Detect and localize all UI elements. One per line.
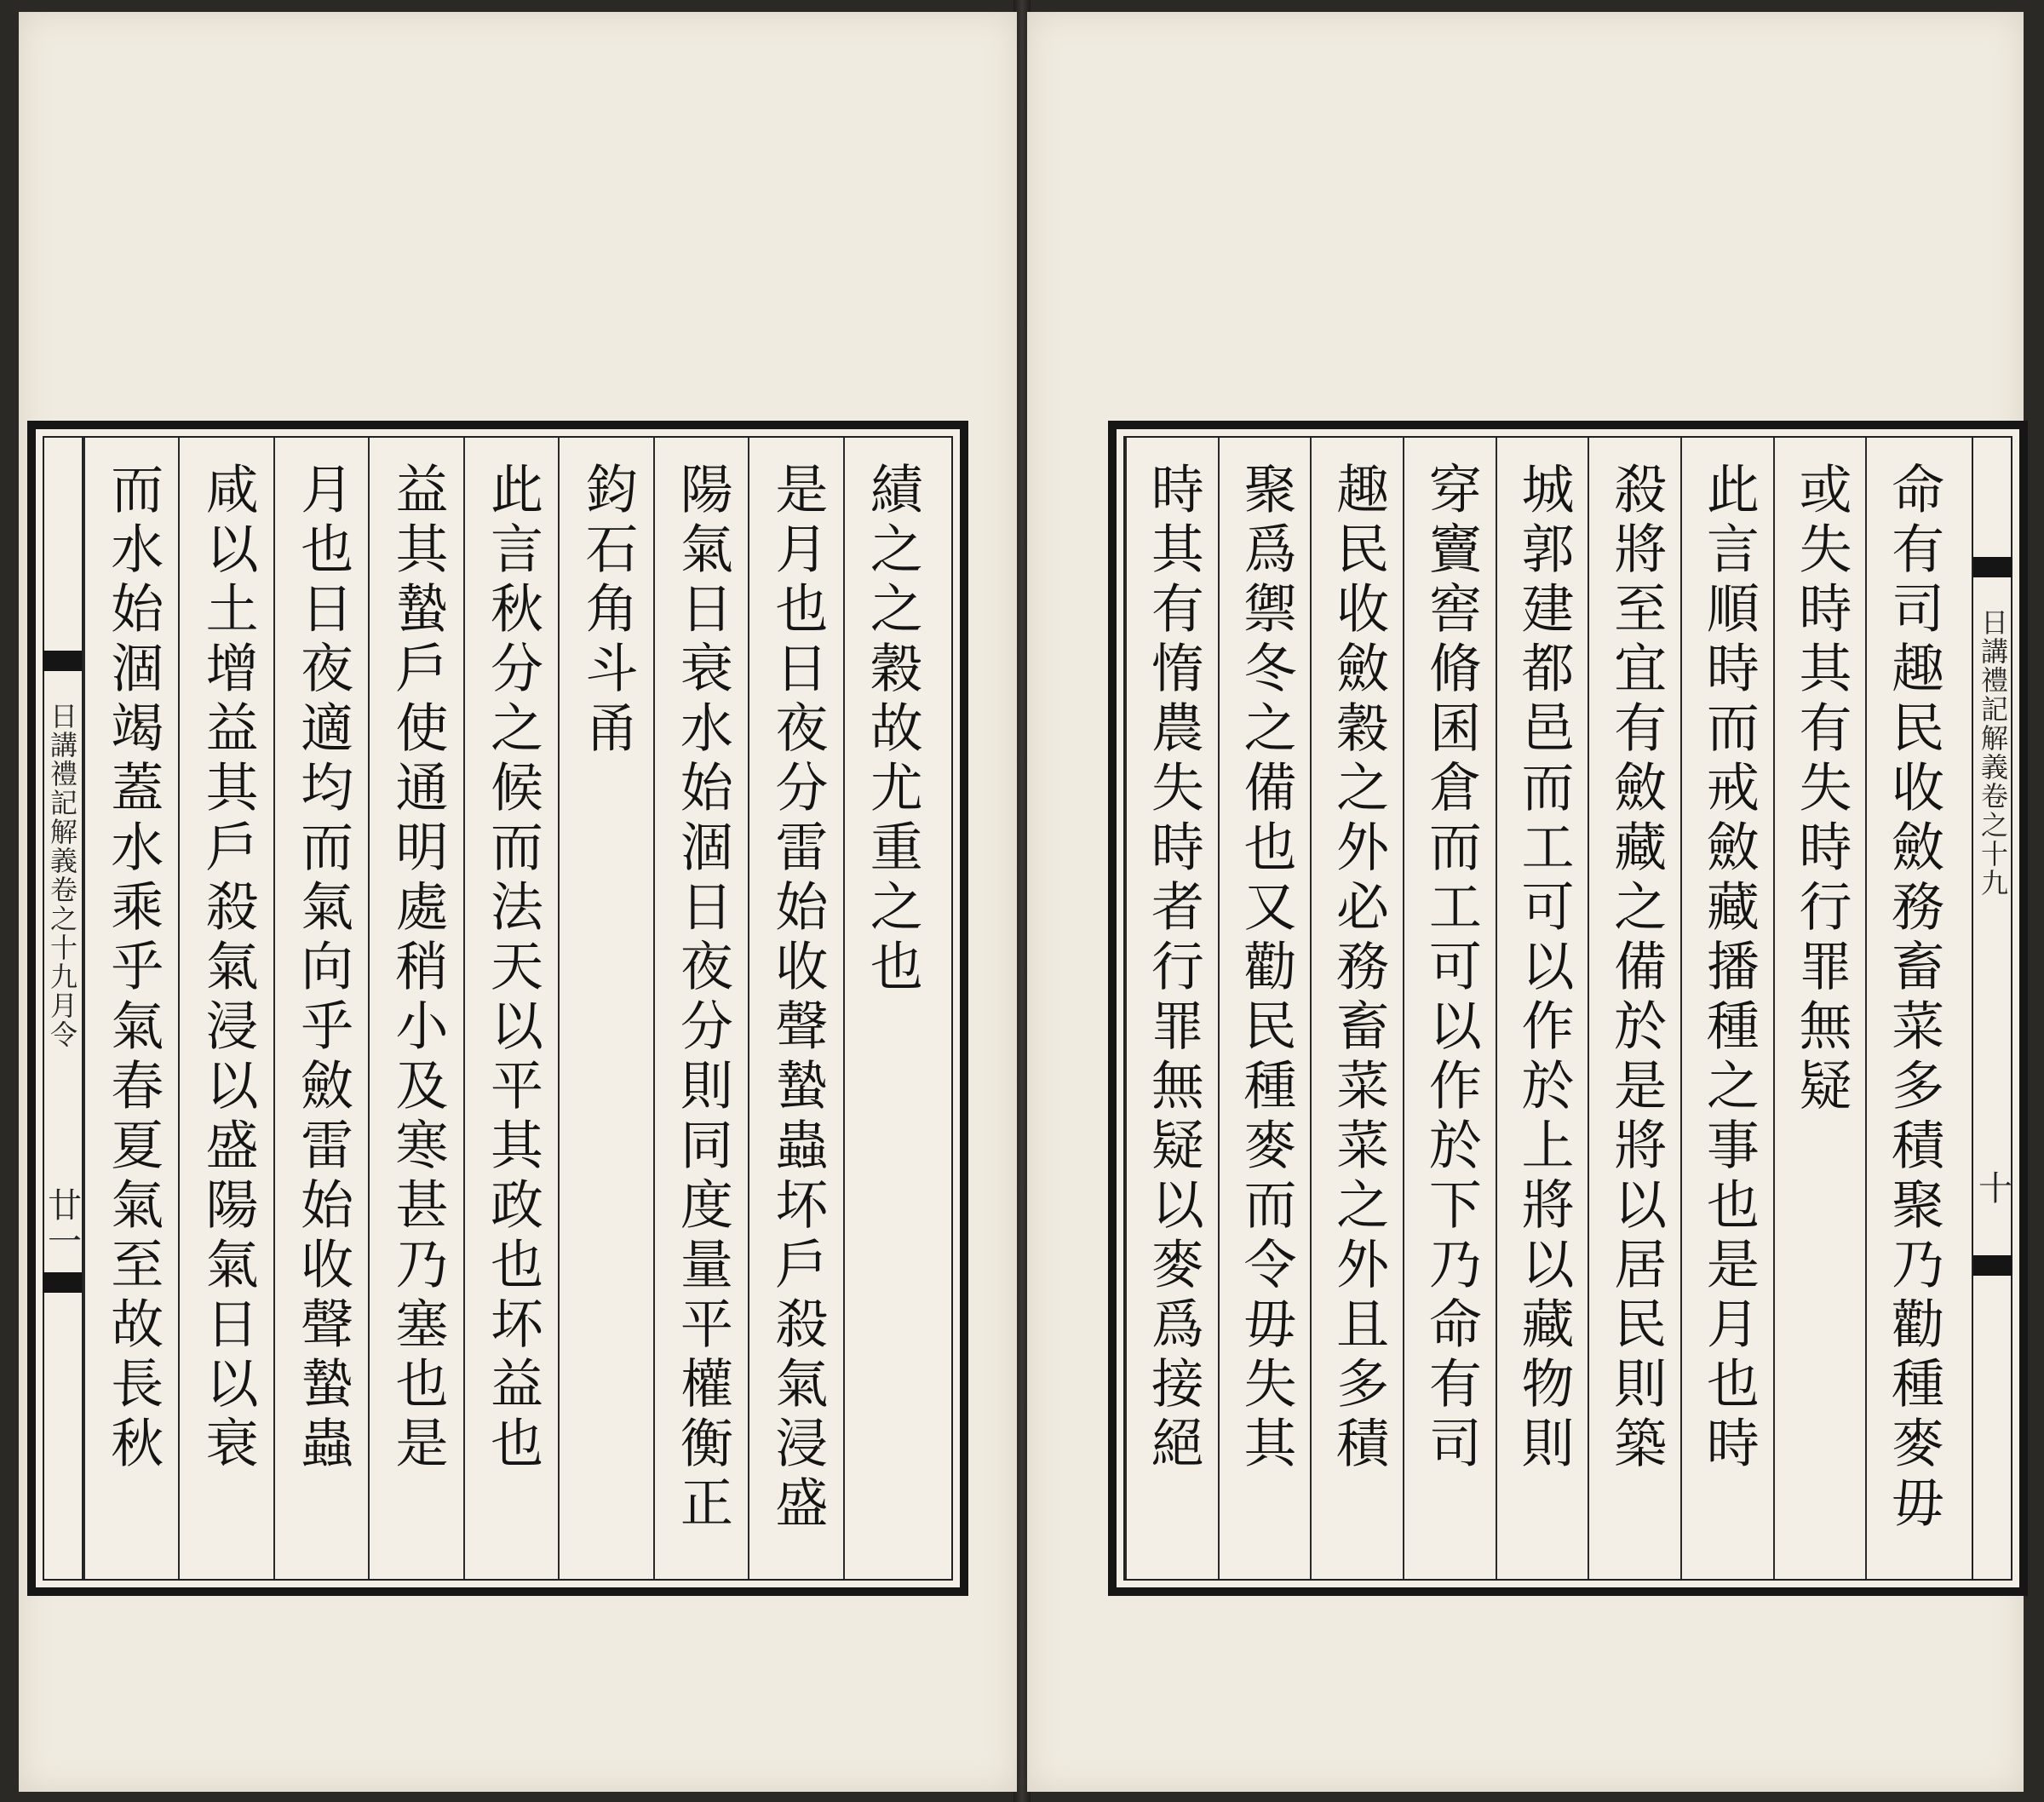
right-text-column bbox=[1310, 438, 1404, 1579]
left-text-column bbox=[463, 438, 560, 1579]
right-fish-tail-bottom bbox=[1973, 1255, 2012, 1276]
left-text-column bbox=[273, 438, 370, 1579]
left-text-column bbox=[368, 438, 464, 1579]
right-margin-title: 日講禮記解義卷之十九 bbox=[1977, 608, 2009, 898]
right-column-text: 或失時其有失時行罪無疑 bbox=[1789, 462, 1852, 1117]
right-column-text: 城郭建都邑而工可以作於上將以藏物則 bbox=[1512, 462, 1575, 1475]
left-column-text: 咸以土增益其戶殺氣浸以盛陽氣日以衰 bbox=[197, 462, 260, 1475]
left-column-text: 陽氣日衰水始涸日夜分則同度量平權衡正 bbox=[671, 462, 734, 1535]
right-column-text: 時其有惰農失時者行罪無疑以麥爲接絕 bbox=[1142, 462, 1205, 1475]
left-fish-tail-top bbox=[43, 651, 82, 671]
right-folio-number: 十 bbox=[1972, 1170, 2012, 1206]
right-text-column bbox=[1496, 438, 1590, 1579]
left-column-text: 益其蟄戶使通明處稍小及寒甚乃塞也是 bbox=[387, 462, 450, 1475]
left-text-column bbox=[178, 438, 274, 1579]
right-text-column bbox=[1125, 438, 1220, 1579]
left-margin-title: 日講禮記解義卷之十九月令 bbox=[46, 702, 78, 1049]
left-text-column bbox=[83, 438, 180, 1579]
left-column-text: 此言秋分之候而法天以平其政也坏益也 bbox=[481, 462, 544, 1475]
left-inner-border bbox=[43, 436, 953, 1581]
right-inner-border bbox=[1123, 436, 2012, 1581]
left-text-column bbox=[653, 438, 749, 1579]
left-margin-strip bbox=[43, 438, 83, 1579]
left-page bbox=[19, 12, 1017, 1792]
right-page bbox=[1027, 12, 2024, 1792]
right-text-column bbox=[1773, 438, 1868, 1579]
right-column-text: 聚爲禦冬之備也又勸民種麥而令毋失其 bbox=[1234, 462, 1297, 1475]
right-text-frame bbox=[1108, 421, 2028, 1596]
right-column-text: 此言順時而戒斂藏播種之事也是月也時 bbox=[1697, 462, 1760, 1475]
right-text-column bbox=[1403, 438, 1497, 1579]
right-column-text: 趣民收斂穀之外必務畜菜菜之外且多積 bbox=[1327, 462, 1390, 1475]
right-margin-strip bbox=[1972, 438, 2012, 1579]
left-column-text: 而水始涸竭蓋水乘乎氣春夏氣至故長秋 bbox=[101, 462, 164, 1475]
left-column-text: 鈞石角斗甬 bbox=[576, 462, 639, 760]
right-text-column bbox=[1680, 438, 1775, 1579]
right-fish-tail-top bbox=[1973, 557, 2012, 577]
left-column-text: 月也日夜適均而氣向乎斂雷始收聲蟄蟲 bbox=[291, 462, 354, 1475]
left-text-column bbox=[843, 438, 939, 1579]
right-text-column bbox=[1218, 438, 1312, 1579]
left-column-text: 績之之穀故尤重之也 bbox=[861, 462, 924, 998]
right-column-text: 殺將至宜有斂藏之備於是將以居民則築 bbox=[1605, 462, 1668, 1475]
left-text-column bbox=[558, 438, 654, 1579]
left-text-column bbox=[748, 438, 844, 1579]
left-folio-number: 廿一 bbox=[42, 1187, 82, 1259]
right-text-column bbox=[1588, 438, 1682, 1579]
right-text-column bbox=[1865, 438, 1960, 1579]
right-column-text: 穿竇窖脩囷倉而工可以作於下乃命有司 bbox=[1420, 462, 1483, 1475]
right-column-text: 命有司趣民收斂務畜菜多積聚乃勸種麥毋 bbox=[1882, 462, 1945, 1535]
left-column-text: 是月也日夜分雷始收聲蟄蟲坏戶殺氣浸盛 bbox=[766, 462, 829, 1535]
left-fish-tail-bottom bbox=[43, 1272, 82, 1293]
left-text-frame bbox=[27, 421, 968, 1596]
